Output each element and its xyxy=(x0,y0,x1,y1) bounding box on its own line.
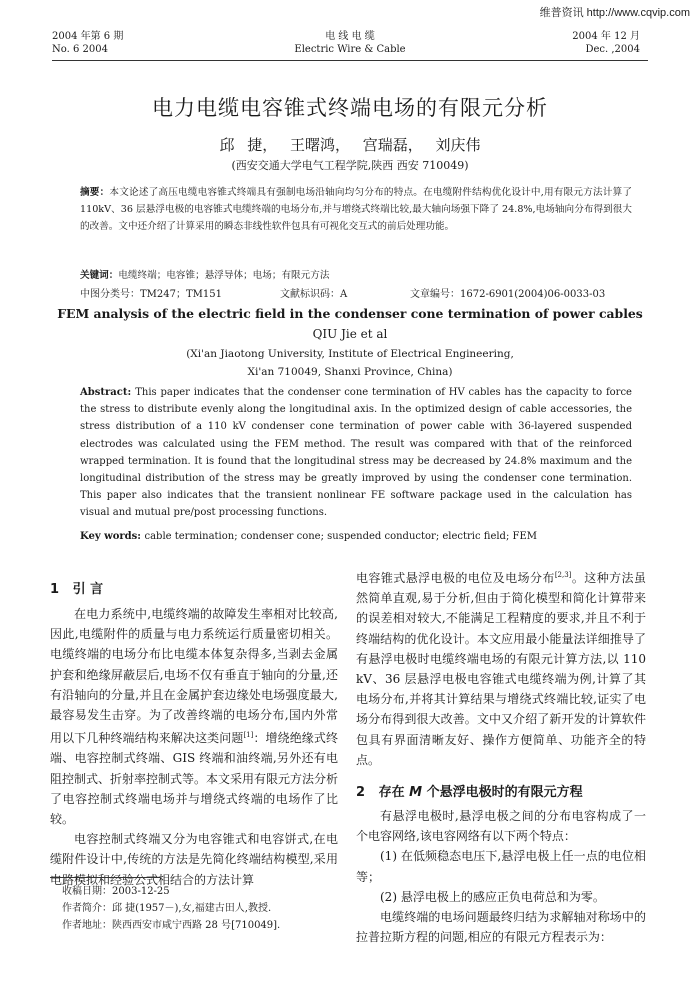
issue-en: No. 6 2004 xyxy=(52,44,108,55)
section-2-heading xyxy=(356,781,583,800)
intro-p2-cont-a: 电容锥式悬浮电极的电位及电场分布 xyxy=(356,571,555,585)
intro-p1-text-b: ：增绕绝缘式终端、电容控制式终端、GIS 终端和油终端,另外还有电阻控制式、折射率控制式等。本文采用有限元方法分析了电容控制式终端电场并与增绕式终端的电场作了比较。 xyxy=(50,731,339,827)
journal-name-en: Electric Wire & Cable xyxy=(294,44,406,55)
section-1-title: 引 言 xyxy=(72,582,104,597)
section-2-item-2: (2) 悬浮电极上的感应正负电荷总和为零。 xyxy=(380,889,605,904)
english-title: FEM analysis of the electric field in the condenser cone termination of power cables xyxy=(57,306,643,321)
section-2-title-b: 个悬浮电极时的有限元方程 xyxy=(422,785,583,800)
date-en: Dec. ,2004 xyxy=(585,44,640,55)
left-column-body xyxy=(50,604,338,890)
intro-paragraph-2-cont xyxy=(356,565,646,770)
paper-title: 电力电缆电容锥式终端电场的有限元分析 xyxy=(152,96,548,120)
section-1-heading xyxy=(50,578,103,597)
clc-number: 中图分类号：TM247；TM151 xyxy=(80,289,222,300)
section-2-body xyxy=(356,806,646,947)
footnote-received: 收稿日期：2003-12-25 xyxy=(62,886,170,897)
date-cn: 2004 年 12 月 xyxy=(572,31,640,42)
english-author: QIU Jie et al xyxy=(312,327,388,341)
watermark: 维普资讯 http://www.cqvip.com xyxy=(539,7,690,19)
citation-1: [1] xyxy=(243,731,254,740)
abstract-cn-text: 本文论述了高压电缆电容锥式终端具有强制电场沿轴向均匀分布的特点。在电缆附件结构优化设计中,用有限元方法计算了 110kV、36 层悬浮电极的电容锥式电缆终端的电场分布,并与增绕式终端比较,最大轴向场强下降了 24.8%,电场轴向分布得到很大的改善。文中还介绍了计算采用的瞬态非线性软件包具有可视化交互式的前后处理功能。 xyxy=(80,187,632,232)
keywords-en-label: Key words xyxy=(80,531,138,542)
journal-date xyxy=(572,30,640,56)
right-column-intro-continued xyxy=(356,565,646,770)
intro-paragraph-1 xyxy=(50,604,338,829)
section-1-number: 1 xyxy=(50,582,60,597)
section-2-title-a: 存在 xyxy=(378,785,410,800)
abstract-cn-label: 摘要： xyxy=(80,187,110,198)
affiliation: (西安交通大学电气工程学院,陕西 西安 710049) xyxy=(231,159,469,172)
abstract-en-label: Abstract xyxy=(80,387,128,398)
intro-p2-cont-b: 。这种方法虽然简单直观,易于分析,但由于简化模型和简化计算带来的误差相对较大,不能满足工程精度的要求,并且不利于终端结构的优化设计。本文应用最小能量法详细推导了有悬浮电极时电缆终端电场的有限元计算方法,以 110 kV、36 层悬浮电极电容锥式电缆终端为例,计算了其电场分布,并将其计算结果与增绕式终端比较,证实了电场分布得到很大改善。文中又介绍了新开发的计算软件包具有界面清晰友好、操作方便简单、功能齐全的特点。 xyxy=(356,571,646,767)
author-list: 邱 捷， 王曙鸿， 宫瑞磊， 刘庆伟 xyxy=(219,136,481,154)
section-2-number: 2 xyxy=(356,785,366,800)
header-rule xyxy=(52,60,648,61)
keywords-cn-label: 关键词： xyxy=(80,270,119,281)
english-affiliation-line2: Xi'an 710049, Shanxi Province, China) xyxy=(247,366,453,378)
footnote-address: 作者地址：陕西西安市咸宁西路 28 号[710049]. xyxy=(62,920,281,931)
section-2-title-m: M xyxy=(409,785,423,800)
section-2-item-1: (1) 在低频稳态电压下,悬浮电极上任一点的电位相等； xyxy=(356,849,646,884)
abstract-cn xyxy=(80,184,632,235)
intro-paragraph-2: 电容控制式终端又分为电容锥式和电容饼式,在电缆附件设计中,传统的方法是先简化终端结构模型,采用电路模拟和经验公式相结合的方法计算 xyxy=(50,832,338,887)
intro-p1-text-a: 在电力系统中,电缆终端的故障发生率相对比较高,因此,电缆附件的质量与电力系统运行质量密切相关。电缆终端的电场分布比电缆本体复杂得多,当剥去金属护套和绝缘屏蔽层后,电场不仅有垂直于轴向的分量,还有沿轴向的分量,并且在金属护套边缘处电场强度最大,最容易发生击穿。为了改善终端的电场分布,国内外常用以下几种终端结构来解决这类问题 xyxy=(50,607,338,746)
abstract-en-text: This paper indicates that the condenser cone termination of HV cables has the capacity to force the stress to distribute evenly along the longitudinal axis. In the optimized design of cable accessories, the stress distribution of a 110 kV condenser cone termination of power cable with 36-layered suspended electrodes was calculated using the FEM method. The result was compared with that of the reinforced wrapped termination. It is found that the longitudinal stress may be decreased by 24.8% maximum and the longitudinal distribution of the stress may be greatly improved by using the condenser cone termination. This paper also indicates that the transient nonlinear FE software package used in the calculation has visual and mutual pre/post processing functions. xyxy=(80,387,632,519)
keywords-cn xyxy=(80,267,632,281)
section-2-paragraph-1: 有悬浮电极时,悬浮电极之间的分布电容构成了一个电容网络,该电容网络有以下两个特点： xyxy=(356,809,646,844)
journal-name-cn: 电 线 电 缆 xyxy=(325,31,375,42)
footnote-author-intro: 作者简介：邱 捷(1957－),女,福建古田人,教授. xyxy=(62,903,272,914)
english-affiliation-line1: (Xi'an Jiaotong University, Institute of Electrical Engineering, xyxy=(186,348,514,360)
issue-cn: 2004 年第 6 期 xyxy=(52,31,124,42)
section-2-paragraph-2: 电缆终端的电场问题最终归结为求解轴对称场中的拉普拉斯方程的问题,相应的有限元方程表示为： xyxy=(356,910,646,945)
abstract-en: Abstract: This paper indicates that the condenser cone termination of HV cables has the capacity to force the stress to distribute evenly along the longitudinal axis. In the optimized design of cable accessories, the stress distribution of a 110 kV condenser cone termination of power cable with 36-layered suspended electrodes was calculated using the FEM method. The result was compared with that of the reinforced wrapped termination. It is found that the longitudinal stress may be decreased by 24.8% maximum and the longitudinal distribution of the stress may be greatly improved by using the condenser cone termination. This paper also indicates that the transient nonlinear FE software package used in the calculation has visual and mutual pre/post processing functions. xyxy=(80,387,632,519)
keywords-en-text: cable termination; condenser cone; suspended conductor; electric field; FEM xyxy=(144,531,537,542)
citation-2-3: [2,3] xyxy=(554,571,572,579)
keywords-cn-text: 电缆终端；电容锥；悬浮导体；电场；有限元方法 xyxy=(118,270,330,281)
article-number: 文章编号：1672-6901(2004)06-0033-03 xyxy=(410,289,606,300)
document-code: 文献标识码：A xyxy=(280,289,348,300)
keywords-en: Key words: cable termination; condenser cone; suspended conductor; electric field; FEM xyxy=(80,531,537,542)
footnote-rule xyxy=(50,877,160,878)
